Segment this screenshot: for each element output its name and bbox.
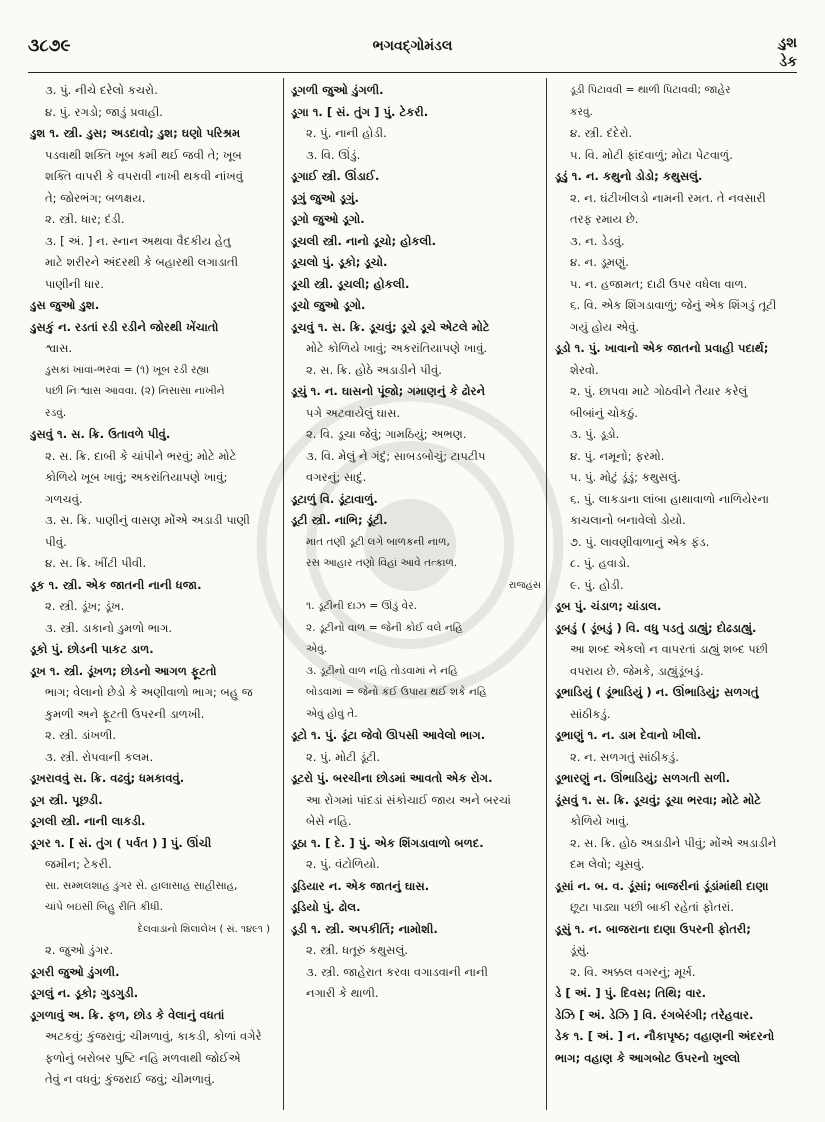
- entry-line: ૨. પું. મોટી ડૂંટી.: [306, 749, 381, 764]
- entry-line: ૨. ન. ઘંટીખીલડો નામની રમત. તે નવસારી: [570, 190, 766, 205]
- entry-line: ડૂટી સ્ત્રી. નાભિ; ડૂંટી.: [291, 513, 388, 527]
- entry-line: ડૂડો ૧. પું. ખાવાનો એક જાતનો પ્રવાહી પદાર્થ;: [555, 341, 769, 355]
- entry-line: ૨. ન. સળગતું સાંઠીકડું.: [570, 749, 679, 764]
- entry-line: ડૂગું જુઓ ડૂગું.: [291, 190, 359, 205]
- header-rule: [28, 72, 797, 73]
- entry-line: ગળચવું.: [45, 491, 83, 506]
- column-3: [555, 80, 800, 1110]
- entry-line: ૪. પું. નમૂનો; ફરમો.: [570, 448, 665, 463]
- entry-line: ડેક ૧. [ અં. ] ન. નૌકાપૃષ્ઠ; વહાણની અંદરનો: [555, 1029, 775, 1043]
- entry-line: ૫. ન. હજામત; દાઢી ઉપર વધેલા વાળ.: [570, 276, 748, 291]
- entry-line: ડૂક ૧. સ્ત્રી. એક જાતની નાની ધજા.: [30, 577, 202, 592]
- entry-line: ૩. સ્ત્રી. જાહેરાત કરવા વગાડવાની નાની: [306, 964, 488, 979]
- entry-line: દેલવાડાનો શિલાલેખ ( સં. ૧૪૯૧ ): [137, 923, 270, 935]
- entry-line: કરવું.: [570, 105, 593, 118]
- entry-line: પાણીની ધાર.: [45, 276, 104, 291]
- column-divider-1: [283, 78, 284, 1110]
- entry-line: રડવું.: [45, 406, 67, 419]
- entry-line: ડૂખ ૧. સ્ત્રી. ડૂંખળ; છોડનો આગળ ફૂટતો: [30, 663, 217, 678]
- entry-line: ડૂચવું ૧. સ. ક્રિ. ડૂચવું; ડૂચે ડૂચે એટલે મોટે: [291, 319, 490, 334]
- entry-line: ડૂડિયો પું. ઢોલ.: [291, 900, 361, 914]
- entry-line: ૨. પું. વંટોળિયો.: [306, 857, 380, 871]
- entry-line: ૪. સ્ત્રી. દંદેરો.: [570, 126, 633, 140]
- entry-line: રસ આહાર તણો વિહાં આવે તત્કાળ.: [306, 557, 458, 569]
- entry-line: ડૂગલી સ્ત્રી. નાની લાકડી.: [30, 814, 146, 828]
- entry-line: ડૂંસું.: [570, 943, 590, 957]
- column-2: [291, 80, 541, 1110]
- entry-line: કુમળી અને ફૂટતી ઉપરની ડાળખી.: [45, 706, 205, 721]
- entry-line: ૩. સ્ત્રી. રોપવાની કલમ.: [45, 749, 154, 764]
- entry-line: ગયું હોય એવું.: [570, 319, 640, 334]
- entry-line: ૩. સ. ક્રિ. પાણીનું વાસણ મોંએ અડાડી પાણી: [45, 513, 250, 527]
- entry-line: કોળિયે ખૂબ ખાવું; અકરાંતિયાપણે ખાવું;: [45, 470, 228, 484]
- entry-line: પીવું.: [45, 534, 67, 549]
- entry-line: ડૂબડું ( ડૂંબડું ) વિ. વધુ પડતું ડાહ્યું; દોઢડાહ્યું.: [555, 620, 757, 635]
- entry-line: ડૂસું ૧. ન. બાજરાના દાણા ઉપરની ફોતરી;: [555, 921, 751, 936]
- entry-line: ડૂડિયાર ન. એક જાતનું ઘાસ.: [291, 878, 430, 893]
- entry-line: ૨. સ્ત્રી. ધતૂરું કથુસલું.: [306, 943, 409, 957]
- entry-line: ૨. ડૂટીનો વાળ = જેની કોઈ વલે નહિ: [306, 621, 463, 634]
- entry-line: ડુશ ૧. સ્ત્રી. ડુસ; અડદાવો; ડુશ; ઘણો પરિશ્રમ: [30, 126, 241, 140]
- page-number: ૩૮૭૯: [28, 36, 71, 56]
- entry-line: ડૂકો પું. છોડની પાકટ ડાળ.: [30, 642, 154, 656]
- entry-line: ૫. પું. મોટું ડૂંડું; કથુસલું.: [570, 470, 681, 484]
- entry-line: ડૂભારણું ન. ઊંભાડિયું; સળગતી સળી.: [555, 771, 731, 785]
- entry-line: ડૂભાડિયું ( ડૂંભાડિયું ) ન. ઊંભાડિયું; સળગતું: [555, 685, 759, 699]
- column-divider-2: [546, 78, 547, 1110]
- entry-line: ૮. પું. હવાડો.: [570, 556, 630, 570]
- entry-line: ડુસકાં ખાવાં-ભરવાં = (૧) ખૂબ રડી રહ્યા: [45, 363, 210, 376]
- entry-line: નગારી કે થાળી.: [306, 986, 379, 1000]
- entry-line: મોટે કોળિયે ખાવું; અકરાંતિયાપણે ખાવું.: [306, 341, 488, 355]
- page-header: [28, 30, 797, 72]
- entry-line: તે; જોરભંગ; બળક્ષય.: [45, 190, 146, 205]
- entry-line: ૩. ન. ડેડવું.: [570, 233, 625, 248]
- column-1: [30, 80, 270, 1110]
- entry-line: ૩. વિ. મેલું ને ગંદું; સાબડબોચું; ટાપટીપ: [306, 448, 486, 463]
- entry-line: ડૂગલું ન. ડૂકો; ગુડગુડી.: [30, 986, 139, 1000]
- entry-line: ડેઝિ [ અં. ડેઝિ ] વિ. રંગબેરંગી; તરેહવાર.: [555, 1007, 754, 1022]
- entry-line: બીબાંનું ચોકઠું.: [570, 405, 638, 420]
- entry-line: ડૂગર ૧. [ સં. તુંગ ( પર્વત ) ] પું. ઊંચી: [30, 835, 212, 850]
- entry-line: એવું હોવું તે.: [306, 707, 358, 720]
- guide-word-top: ડુશ: [778, 35, 797, 51]
- entry-line: આ શબ્દ એકલો ન વાપરતાં ડાહ્યું શબ્દ પછી: [570, 642, 769, 656]
- entry-line: ડુસવું ૧. સ. ક્રિ. ઉતાવળે પીવું.: [30, 427, 171, 441]
- entry-line: કાચલાનો બનાવેલો ડોયો.: [570, 513, 686, 527]
- entry-line: ડૂગો જુઓ ડૂગો.: [291, 212, 365, 226]
- entry-line: પડવાથી શક્તિ ખૂબ કમી થઈ જવી તે; ખૂબ: [45, 147, 242, 162]
- entry-line: કોળિયે ખાવું.: [570, 814, 630, 828]
- entry-line: ૭. પું. લાવણીવાળાનું એક ફંડ.: [570, 534, 710, 549]
- entry-line: ૩. સ્ત્રી. ડાકાનો ડુમળો ભાગ.: [45, 620, 173, 635]
- entry-line: માટે શરીરને અંદરથી કે બહારથી લગાડાતી: [45, 255, 239, 269]
- entry-line: ૩. [ અં. ] ન. સ્નાન અથવા વૈદકીય હેતુ: [45, 233, 231, 248]
- entry-line: ૨. પું. નાની હોડી.: [306, 126, 387, 140]
- entry-line: ૨. સ. ક્રિ. હોઠ અડાડીને પીવું; મોંએ અડાડીને: [570, 835, 777, 850]
- entry-line: ડૂઠા ૧. [ દે. ] પું. એક શિંગડાવાળો બળદ.: [291, 835, 484, 850]
- entry-line: ૩. પું. નીચે દરેલો કચરો.: [45, 83, 158, 97]
- entry-line: ડુસકું ન. રડતાં રડી રડીને જોરથી ખેંચાતો: [30, 319, 219, 334]
- entry-line: ૨. વિ. અક્કલ વગરનું; મૂર્ખ.: [570, 964, 696, 979]
- entry-line: ૯. પું. હોડી.: [570, 577, 624, 592]
- entry-line: ૩. પું. ડૂડો.: [570, 427, 620, 441]
- entry-line: ડૂબ પું. ચંડાળ; ચાંડાલ.: [555, 599, 662, 613]
- entry-line: ૨. સ. ક્રિ. દાબી કે ચાંપીને ભરવું; મોટે મોટે: [45, 448, 237, 463]
- entry-line: માત તણી ડૂટી લગે બાળકની નાળ,: [306, 535, 450, 548]
- entry-line: વપરાય છે. જેમકે, ડાહ્યુંડૂંબડું.: [570, 663, 704, 678]
- entry-line: સાંઠીકડું.: [570, 706, 611, 721]
- entry-line: સા. સમ્મલશાહ ડુંગર સે. હાલાસાહ સાહીસાહ,: [45, 879, 238, 892]
- entry-line: બેસે નહિ.: [306, 814, 352, 828]
- entry-line: ૪. ન. ડૂમણું.: [570, 255, 629, 269]
- entry-line: ડૂડી પિટાવવી = થાળી પિટાવવી; જાહેર: [570, 84, 731, 96]
- entry-line: ડૂચો જુઓ ડૂગો.: [291, 298, 366, 312]
- entry-line: શેરવો.: [570, 362, 599, 377]
- entry-line: ડૂંસવું ૧. સ. ક્રિ. ડૂચવું; ડૂચા ભરવા; મોટે મોટે: [555, 792, 761, 807]
- entry-line: ડૂગા ૧. [ સં. તુંગ ] પું. ટેકરી.: [291, 104, 429, 119]
- entry-line: દમ લેવો; ચૂસવું.: [570, 857, 645, 871]
- entry-line: ડૂચલો પું. ડૂકો; ડૂચો.: [291, 255, 388, 269]
- entry-line: ડૂચલી સ્ત્રી. નાનો ડૂચો; હોકલી.: [291, 233, 437, 248]
- entry-line: ૨. સ્ત્રી. ધાર; દંડી.: [45, 212, 125, 226]
- entry-line: ડૂગ સ્ત્રી. પૂછડી.: [30, 792, 103, 807]
- entry-line: ડે [ અં. ] પું. દિવસ; તિથિ; વાર.: [555, 986, 707, 1000]
- entry-line: ૩. વિ. ઊંડું.: [306, 147, 361, 162]
- entry-line: ડુસ જુઓ ડુશ.: [30, 298, 100, 312]
- entry-line: ડૂચું ૧. ન. ઘાસનો પૂંજો; ગમાણનું કે ઢોરને: [291, 384, 486, 398]
- entry-line: ૪. સ. ક્રિ. ખીંટી પીવી.: [45, 556, 147, 570]
- entry-line: ભાગ; વહાણ કે આગબોટ ઉપરનો ખુલ્લો: [555, 1050, 741, 1065]
- entry-line: ડૂડું ૧. ન. કથુનો ડોડો; કથુસલું.: [555, 169, 703, 183]
- entry-line: ડૂટરો પું. બરચીના છોડમાં આવતો એક રોગ.: [291, 771, 493, 785]
- entry-line: ૬. વિ. એક શિંગડાવાળું; જેનું એક શિંગડું તૂટી: [570, 298, 777, 312]
- entry-line: ડૂગળાવું અ. ક્રિ. ફળ, છોડ કે વેલાનું વધતાં: [30, 1007, 225, 1022]
- entry-line: ડૂગાઈ સ્ત્રી. ઊંડાઈ.: [291, 169, 380, 183]
- entry-line: ડૂગરી જુઓ ડુંગળી.: [30, 964, 120, 979]
- entry-line: આ રોગમાં પાંદડાં સંકોચાઈ જાય અને બરચાં: [306, 792, 511, 807]
- entry-line: જમીન; ટેકરી.: [45, 857, 112, 871]
- entry-line: તેવું ન વધવું; કુંજરાઈ જવું; ચીમળાવું.: [45, 1072, 215, 1086]
- entry-line: ડૂગળી જુઓ ડુંગળી.: [291, 83, 384, 97]
- entry-line: પગે અટવાયેલું ઘાસ.: [306, 405, 401, 420]
- entry-line: પછી નિઃશ્વાસ આવવા. (૨) નિસાસા નાખીને: [45, 385, 225, 397]
- entry-line: ડૂખરાવવું સ. ક્રિ. વઢવું; ધમકાવવું.: [30, 771, 185, 785]
- page-title: ભગવદ્ગોમંડલ: [372, 38, 453, 54]
- entry-line: બોડવામાં = જેનો કંઈ ઉપાય થઈ શકે નહિ: [306, 686, 487, 698]
- entry-line: ડૂડી ૧. સ્ત્રી. અપકીર્તિ; નામોશી.: [291, 921, 438, 936]
- entry-line: વગરનું; સાદું.: [306, 470, 367, 484]
- entry-line: ફળોનું બરોબર પુષ્ટિ નહિ મળવાથી જોઈએ: [45, 1050, 241, 1065]
- entry-line: એવું.: [306, 643, 328, 655]
- entry-line: ૫. વિ. મોટી ફાંદવાળું; મોટા પેટવાળું.: [570, 147, 733, 162]
- entry-line: ૨. સ્ત્રી. ડાંખળી.: [45, 728, 117, 742]
- entry-line: ૬. પું. લાકડાના લાંબા હાથાવાળો નાળિયેરના: [570, 491, 769, 506]
- entry-line: ૨. સ્ત્રી. ડૂંખ; ડૂંખ.: [45, 599, 125, 613]
- entry-line: ભાગ; વેલાનો છેડો કે અણીવાળો ભાગ; બહુ જ: [45, 685, 253, 699]
- entry-line: ૨. જુઓ ડુંગર.: [45, 943, 114, 957]
- entry-line: તરફ રમાય છે.: [570, 212, 639, 226]
- entry-line: ડૂટાળું વિ. ડૂંટાવાળું.: [291, 491, 378, 506]
- entry-line: ૩. ડૂટીનો વાળ નહિ તોડવામાં ને નહિ: [306, 664, 458, 677]
- entry-line: ૧. ડૂટીની દાઝ = ઊંડું વેર.: [306, 600, 418, 612]
- entry-line: ૨. સ. ક્રિ. હોઠે અડાડીને પીવું.: [306, 362, 442, 377]
- entry-line: ચાંપે બઇસી બિહુ રીતિ કીધી.: [45, 901, 163, 913]
- entry-line: રાજહંસ: [508, 579, 541, 591]
- entry-line: ૨. વિ. ડૂચા જેવું; ગામઠિયું; અભણ.: [306, 427, 467, 441]
- entry-line: અટકવું; કુંજરાવું; ચીમળાવું, કાકડી, કોળાં વગેરે: [45, 1029, 262, 1043]
- entry-line: ડૂસાં ન. બ. વ. ડૂંસાં; બાજરીનાં ડૂંડાંમાંથી દાણા: [555, 878, 769, 893]
- entry-line: ડૂટો ૧. પું. ડૂંટા જેવો ઊપસી આવેલો ભાગ.: [291, 728, 486, 742]
- entry-line: ૪. પું. રગડો; જાડું પ્રવાહી.: [45, 104, 163, 119]
- entry-line: ડૂભાણું ૧. ન. ડામ દેવાનો ખીલો.: [555, 728, 702, 742]
- entry-line: છૂટા પાડ્યા પછી બાકી રહેતાં ફોતરાં.: [570, 900, 734, 914]
- entry-line: ૨. પું. છાપવા માટે ગોઠવીને તૈયાર કરેલું: [570, 384, 748, 398]
- entry-line: શક્તિ વાપરી કે વપરાવી નાખી થકવી નાંખવું: [45, 169, 244, 183]
- entry-line: ડૂચી સ્ત્રી. ડૂચલી; હોકલી.: [291, 276, 410, 291]
- entry-line: શ્વાસ.: [45, 341, 73, 355]
- guide-word-bottom: ડેક: [779, 54, 797, 70]
- guide-words: [779, 34, 797, 72]
